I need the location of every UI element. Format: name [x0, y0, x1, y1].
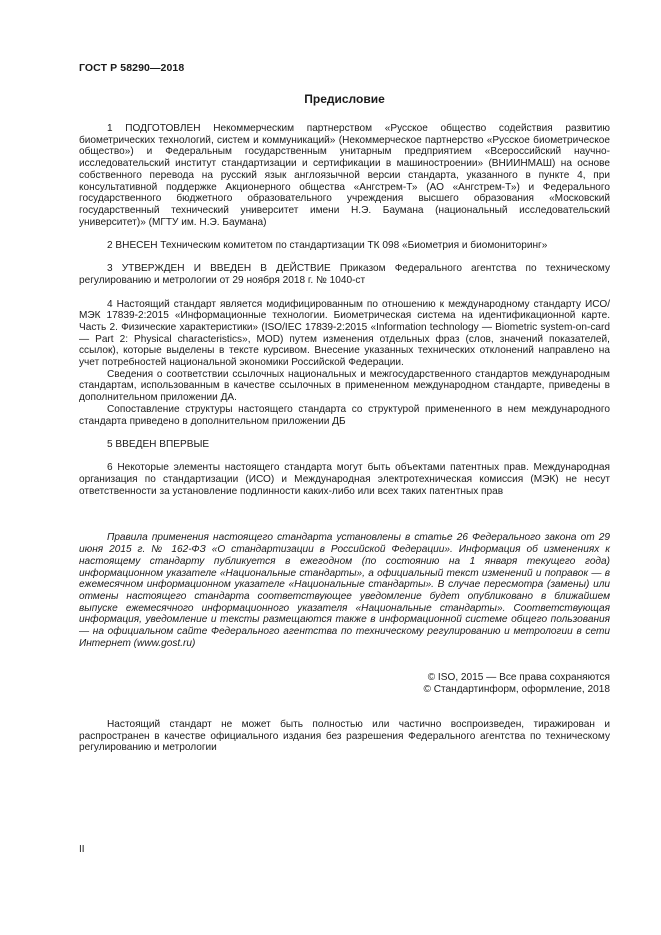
- reproduction-notice: Настоящий стандарт не может быть полностью или частично воспроизведен, тиражирован и распространен в качестве официального издания без разрешения Федерального агентства по техническому регулированию и метрологии: [79, 718, 610, 754]
- paragraph-patent-rights: 6 Некоторые элементы настоящего стандарта могут быть объектами патентных прав. Международная организация по стандартизации (ИСО) и Международная электротехническая комиссия (МЭК) не несут ответственности за установление подлинности каких-либо или всех таких патентных прав: [79, 462, 610, 497]
- page-number: II: [79, 844, 85, 855]
- paragraph-first-introduced: 5 ВВЕДЕН ВПЕРВЫЕ: [107, 438, 210, 450]
- page-title: Предисловие: [304, 92, 385, 106]
- application-rules-notice: Правила применения настоящего стандарта установлены в статье 26 Федерального закона от 29 июня 2015 г. № 162-ФЗ «О стандартизации в Российской Федерации». Информация об изменениях к настоящему стандарту публикуется в ежегодном (по состоянию на 1 января текущего года) информационном указателе «Национальные стандарты», а официальный текст изменений и поправок — в ежемесячном информационном указателе «Национальные стандарты». В случае пересмотра (замены) или отмены настоящего стандарта соответствующее уведомление будет опубликовано в ближайшем выпуске ежемесячного информационного указателя «Национальные стандарты». Соответствующая информация, уведомление и тексты размещаются также в информационной системе общего пользования — на официальном сайте Федерального агентства по техническому регулированию и метрологии в сети Интернет (www.gost.ru): [79, 532, 610, 649]
- paragraph-approved: 3 УТВЕРЖДЕН И ВВЕДЕН В ДЕЙСТВИЕ Приказом Федерального агентства по техническому регулированию и метрологии от 29 ноября 2018 г. № 1040-ст: [79, 263, 610, 287]
- paragraph-prepared-by: 1 ПОДГОТОВЛЕН Некоммерческим партнерством «Русское общество содействия развитию биометрических технологий, систем и коммуникаций» (Некоммерческое партнерство «Русское биометрическое общество») и Федеральным государственным унитарным предприятием «Всероссийский научно-исследовательский институт стандартизации и сертификации в машиностроении» (ВНИИНМАШ) на основе собственного перевода на русский язык англоязычной версии стандарта, указанного в пункте 4, при консультативной поддержке Акционерного общества «Ангстрем-Т» (АО «Ангстрем-Т») и Федерального государственного бюджетного образовательного учреждения высшего образования «Московский государственный технический университет имени Н.Э. Баумана (национальный исследовательский университет)» (МГТУ им. Н.Э. Баумана): [79, 123, 610, 228]
- standard-id-header: ГОСТ Р 58290—2018: [79, 62, 185, 74]
- paragraph-introduced-by: 2 ВНЕСЕН Техническим комитетом по стандартизации ТК 098 «Биометрия и биомониторинг»: [107, 240, 548, 252]
- paragraph-structure-annex: Сопоставление структуры настоящего стандарта со структурой примененного в нем международного стандарта приведено в дополнительном приложении ДБ: [79, 403, 610, 427]
- paragraph-references-annex: Сведения о соответствии ссылочных национальных и межгосударственного стандартов международным стандартам, использованным в качестве ссылочных в примененном международном стандарте, приведены в дополнительном приложении ДА.: [79, 368, 610, 404]
- copyright-iso: © ISO, 2015 — Все права сохраняются: [427, 672, 610, 684]
- document-body: [79, 123, 610, 754]
- paragraph-modification: 4 Настоящий стандарт является модифицированным по отношению к международному стандарту ИСО/МЭК 17839-2:2015 «Информационные технологии. Биометрическая система на идентификационной карте. Часть 2. Физические характеристики» (ISO/IEC 17839-2:2015 «Information technology — Biometric system-on-card — Part 2: Physical characteristics», MOD) путем изменения отдельных фраз (слов, значений показателей, ссылок), которые выделены в тексте курсивом. Внесение указанных технических отклонений направлено на учет потребностей национальной экономики Российской Федерации.: [79, 298, 610, 369]
- copyright-standartinform: © Стандартинформ, оформление, 2018: [423, 684, 610, 696]
